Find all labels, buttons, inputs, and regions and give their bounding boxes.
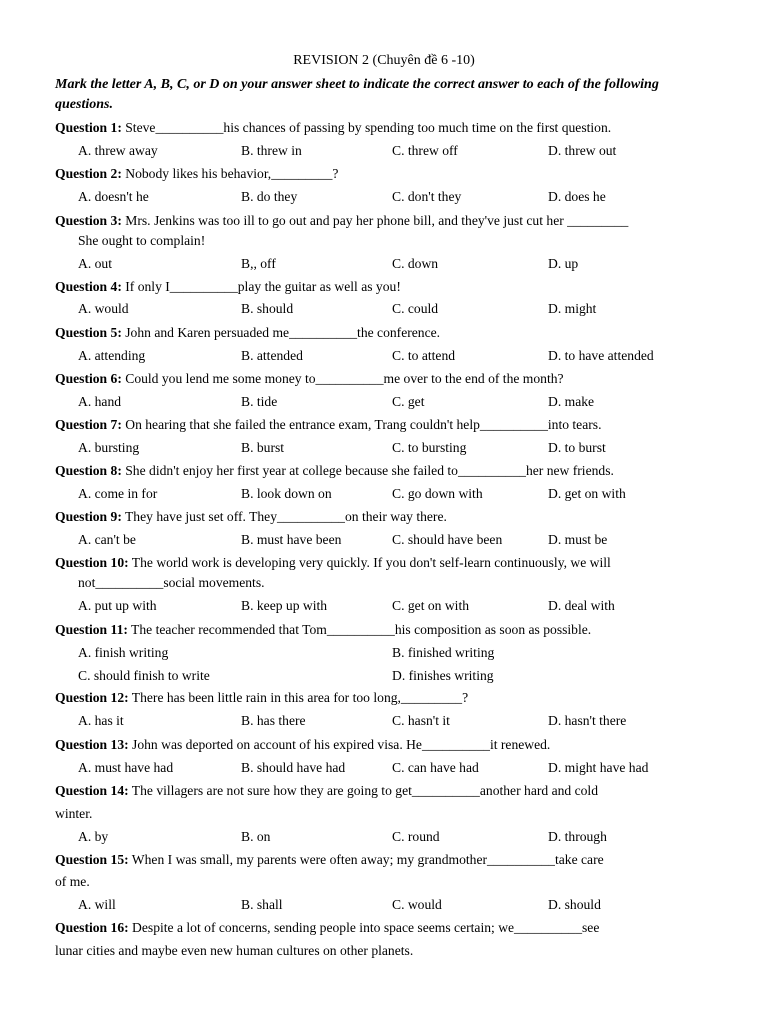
- question-text: Could you lend me some money to__________me over to the end of the month?: [125, 371, 564, 386]
- question-13-options: [0, 758, 768, 778]
- question-13-stem: [55, 735, 550, 755]
- question-text: Steve__________his chances of passing by spending too much time on the first question.: [125, 120, 612, 135]
- option-c[interactable]: C. threw off: [392, 143, 458, 158]
- option-c[interactable]: C. round: [392, 829, 440, 844]
- option-a[interactable]: A. can't be: [78, 532, 136, 547]
- question-4-options: [0, 299, 768, 319]
- question-text: The villagers are not sure how they are going to get__________another hard and cold: [131, 783, 599, 798]
- option-b[interactable]: B. finished writing: [392, 645, 495, 660]
- option-a[interactable]: A. finish writing: [78, 645, 169, 660]
- option-c[interactable]: C. get on with: [392, 598, 470, 613]
- question-10-stem-continued: not__________social movements.: [78, 575, 265, 590]
- question-text: The world work is developing very quickly. If you don't self-learn continuously, we will: [131, 555, 611, 570]
- question-label: Question 14:: [55, 783, 129, 798]
- question-label: Question 16:: [55, 920, 129, 935]
- question-11-options-row-1: [0, 643, 768, 663]
- question-2-options: [0, 187, 768, 207]
- question-11-stem: [55, 620, 591, 640]
- option-a[interactable]: A. attending: [78, 348, 146, 363]
- option-b[interactable]: B. has there: [241, 713, 306, 728]
- option-d[interactable]: D. deal with: [548, 598, 615, 613]
- question-label: Question 8:: [55, 463, 122, 478]
- option-d[interactable]: D. through: [548, 829, 607, 844]
- option-a[interactable]: A. would: [78, 301, 129, 316]
- question-text: There has been little rain in this area for too long,_________?: [131, 690, 469, 705]
- option-b[interactable]: B. shall: [241, 897, 283, 912]
- option-b[interactable]: B. on: [241, 829, 271, 844]
- option-a[interactable]: A. put up with: [78, 598, 157, 613]
- option-c[interactable]: C. get: [392, 394, 425, 409]
- question-12-stem: [55, 688, 468, 708]
- question-label: Question 7:: [55, 417, 122, 432]
- question-text: On hearing that she failed the entrance exam, Trang couldn't help__________into tears.: [125, 417, 602, 432]
- question-15-stem-continued: of me.: [55, 874, 90, 889]
- option-d[interactable]: D. should: [548, 897, 601, 912]
- question-7-options: [0, 438, 768, 458]
- option-b[interactable]: B. tide: [241, 394, 278, 409]
- option-d[interactable]: D. threw out: [548, 143, 617, 158]
- question-8-options: [0, 484, 768, 504]
- question-3-stem: [55, 211, 628, 231]
- question-9-stem: [55, 507, 447, 527]
- option-a[interactable]: A. by: [78, 829, 109, 844]
- question-label: Question 3:: [55, 213, 122, 228]
- question-label: Question 5:: [55, 325, 122, 340]
- option-b[interactable]: B. must have been: [241, 532, 342, 547]
- question-8-stem: [55, 461, 614, 481]
- option-a[interactable]: A. doesn't he: [78, 189, 149, 204]
- question-label: Question 2:: [55, 166, 122, 181]
- option-a[interactable]: A. will: [78, 897, 116, 912]
- question-text: They have just set off. They__________on their way there.: [125, 509, 447, 524]
- question-5-stem: [55, 323, 440, 343]
- question-text: She didn't enjoy her first year at college because she failed to__________her new friends.: [125, 463, 614, 478]
- question-label: Question 9:: [55, 509, 122, 524]
- question-label: Question 4:: [55, 279, 122, 294]
- document-title: REVISION 2 (Chuyên đề 6 -10): [293, 53, 475, 68]
- question-14-options: [0, 827, 768, 847]
- option-a[interactable]: A. out: [78, 256, 112, 271]
- question-label: Question 12:: [55, 690, 129, 705]
- option-c[interactable]: C. could: [392, 301, 439, 316]
- option-d[interactable]: D. up: [548, 256, 579, 271]
- question-16-stem: [55, 918, 599, 938]
- question-6-options: [0, 392, 768, 412]
- option-d[interactable]: D. might: [548, 301, 597, 316]
- question-text: If only I__________play the guitar as well as you!: [125, 279, 401, 294]
- question-text: The teacher recommended that Tom__________his composition as soon as possible.: [131, 622, 592, 637]
- option-d[interactable]: D. hasn't there: [548, 713, 627, 728]
- question-text: John was deported on account of his expired visa. He__________it renewed.: [132, 737, 551, 752]
- option-a[interactable]: A. threw away: [78, 143, 158, 158]
- option-c[interactable]: C. hasn't it: [392, 713, 450, 728]
- option-c[interactable]: C. don't they: [392, 189, 462, 204]
- question-text: Nobody likes his behavior,_________?: [125, 166, 339, 181]
- question-label: Question 1:: [55, 120, 122, 135]
- question-12-options: [0, 711, 768, 731]
- option-d[interactable]: D. finishes writing: [392, 668, 494, 683]
- option-c[interactable]: C. should finish to write: [78, 668, 210, 683]
- option-c[interactable]: C. go down with: [392, 486, 483, 501]
- option-b[interactable]: B,, off: [241, 256, 276, 271]
- question-11-options-row-2: [0, 666, 768, 686]
- option-a[interactable]: A. has it: [78, 713, 124, 728]
- option-d[interactable]: D. must be: [548, 532, 608, 547]
- question-text: Despite a lot of concerns, sending people into space seems certain; we__________see: [132, 920, 600, 935]
- question-9-options: [0, 530, 768, 550]
- option-d[interactable]: D. to have attended: [548, 348, 654, 363]
- question-label: Question 15:: [55, 852, 129, 867]
- question-10-options: [0, 596, 768, 616]
- question-4-stem: [55, 277, 401, 297]
- option-b[interactable]: B. threw in: [241, 143, 302, 158]
- option-d[interactable]: D. to burst: [548, 440, 606, 455]
- option-c[interactable]: C. to attend: [392, 348, 456, 363]
- question-label: Question 10:: [55, 555, 129, 570]
- question-6-stem: [55, 369, 564, 389]
- question-14-stem-continued: winter.: [55, 806, 93, 821]
- question-label: Question 6:: [55, 371, 122, 386]
- question-label: Question 13:: [55, 737, 129, 752]
- option-c[interactable]: C. can have had: [392, 760, 479, 775]
- option-b[interactable]: B. burst: [241, 440, 285, 455]
- question-3-options: [0, 254, 768, 274]
- option-b[interactable]: B. keep up with: [241, 598, 328, 613]
- question-14-stem: [55, 781, 598, 801]
- question-text: Mrs. Jenkins was too ill to go out and pay her phone bill, and they've just cut her _________: [125, 213, 629, 228]
- option-d[interactable]: D. get on with: [548, 486, 626, 501]
- option-a[interactable]: A. must have had: [78, 760, 174, 775]
- question-16-stem-continued: lunar cities and maybe even new human cultures on other planets.: [55, 943, 414, 958]
- option-d[interactable]: D. does he: [548, 189, 606, 204]
- instructions: Mark the letter A, B, C, or D on your answer sheet to indicate the correct answer to each of the following questions.: [55, 77, 659, 112]
- question-5-options: [0, 346, 768, 366]
- option-b[interactable]: B. should have had: [241, 760, 346, 775]
- option-b[interactable]: B. do they: [241, 189, 298, 204]
- question-label: Question 11:: [55, 622, 128, 637]
- option-c[interactable]: C. down: [392, 256, 439, 271]
- question-15-stem: [55, 850, 604, 870]
- option-b[interactable]: B. look down on: [241, 486, 332, 501]
- option-b[interactable]: B. should: [241, 301, 294, 316]
- question-1-stem: [55, 118, 611, 138]
- option-c[interactable]: C. should have been: [392, 532, 503, 547]
- option-c[interactable]: C. would: [392, 897, 442, 912]
- question-1-options: [0, 141, 768, 161]
- question-text: John and Karen persuaded me__________the conference.: [125, 325, 441, 340]
- question-15-options: [0, 895, 768, 915]
- option-d[interactable]: D. make: [548, 394, 595, 409]
- question-10-stem: [55, 553, 611, 573]
- option-d[interactable]: D. might have had: [548, 760, 649, 775]
- option-a[interactable]: A. hand: [78, 394, 122, 409]
- question-7-stem: [55, 415, 601, 435]
- question-text: When I was small, my parents were often away; my grandmother__________take care: [131, 852, 604, 867]
- option-a[interactable]: A. bursting: [78, 440, 140, 455]
- option-c[interactable]: C. to bursting: [392, 440, 467, 455]
- question-2-stem: [55, 164, 338, 184]
- option-b[interactable]: B. attended: [241, 348, 303, 363]
- option-a[interactable]: A. come in for: [78, 486, 158, 501]
- question-3-stem-continued: She ought to complain!: [78, 233, 206, 248]
